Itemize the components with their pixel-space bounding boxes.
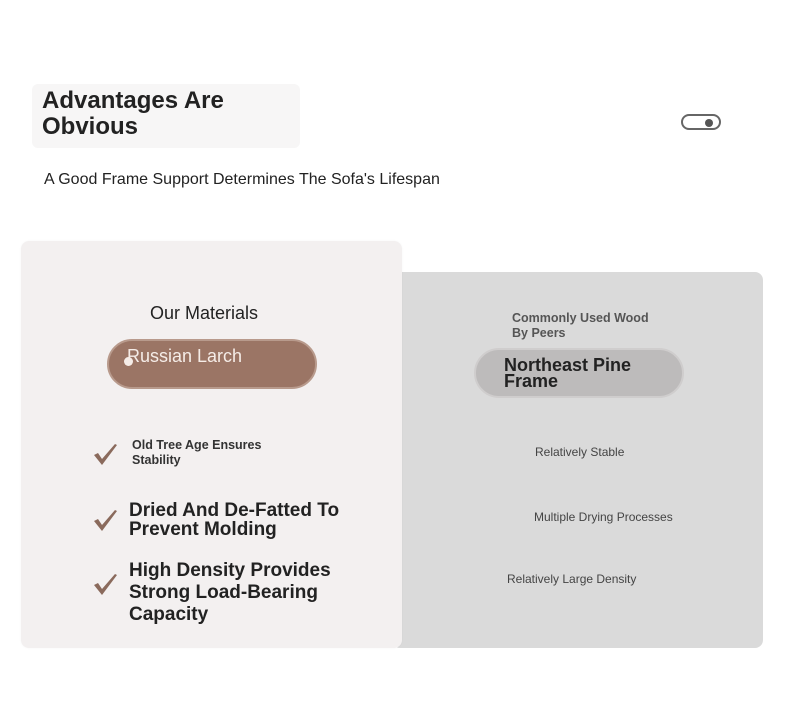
peer-item: Relatively Large Density <box>507 572 637 586</box>
peer-material-label: Northeast Pine Frame <box>504 355 632 391</box>
our-materials-heading: Our Materials <box>150 303 259 323</box>
benefit-item: High Density Provides Strong Load-Bearing Capacity <box>129 560 331 625</box>
toggle-switch[interactable] <box>681 114 721 130</box>
toggle-knob <box>705 119 713 127</box>
page-title: Advantages Are Obvious <box>42 87 224 140</box>
peer-item: Relatively Stable <box>535 445 625 459</box>
peers-heading: Commonly Used Wood By Peers <box>512 311 649 340</box>
checkmark-icon <box>92 508 118 532</box>
benefit-item: Old Tree Age Ensures Stability <box>132 438 262 467</box>
checkmark-icon <box>92 572 118 596</box>
checkmark-icon <box>92 442 118 466</box>
peer-item: Multiple Drying Processes <box>534 510 673 524</box>
benefit-item: Dried And De-Fatted To Prevent Molding <box>129 500 340 540</box>
page-subtitle: A Good Frame Support Determines The Sofa's Lifespan <box>44 171 440 188</box>
our-material-label: Russian Larch <box>127 346 243 366</box>
